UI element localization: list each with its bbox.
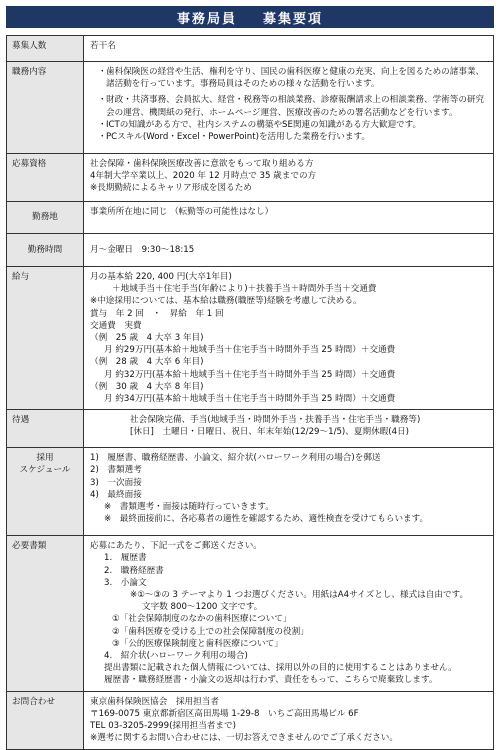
salary-line: （例 28 歳 4 大卒 6 年目) (90, 357, 204, 368)
label-contact: お問合わせ (7, 691, 84, 749)
value-hours: 月～金曜日 9:30～18:15 (84, 234, 494, 267)
label-hours: 勤務時間 (7, 234, 84, 267)
essay-note: ※①～③の 3 テーマより 1 つお選びください。用紙はA4サイズとし、様式は自由です。 (130, 590, 469, 601)
schedule-step: 2) 書類選考 (90, 465, 142, 476)
page-title-bar (6, 6, 494, 28)
duty-item: ・ 財政・共済事務、会員拡大、経営・税務等の相談業務、診療報酬請求上の相談業務、学術等の研究会の運営、機関紙の発行、ホームページ運営、医療改善のための署名活動などを行います。 (98, 95, 485, 118)
qualification-line: 社会保障・歯科保険医療改善に意欲をもって取り組める方 (90, 159, 314, 169)
salary-line: ＋地域手当＋住宅手当(年齢により)＋扶養手当＋時間外手当＋交通費 (112, 284, 377, 295)
salary-line: 交通費 実費 (90, 320, 142, 331)
page-title-primary: 事務局員 (176, 11, 237, 27)
essay-theme: ①「社会保障制度のなかの歯科医療について」 (112, 614, 292, 625)
value-contact (84, 691, 494, 749)
schedule-note: ※ 最終面接前に、各応募者の適性を確認するため、適性検査を受けてもらいます。 (104, 514, 429, 525)
contact-organization: 東京歯科保険医協会 採用担当者 (90, 696, 219, 707)
schedule-step: 4) 最終面接 (90, 489, 142, 500)
benefit-line: [休日] 土曜日・日曜日、祝日、年末年始(12/29～1/5)、夏期休暇(4日) (130, 427, 410, 438)
label-headcount: 募集人数 (7, 36, 84, 62)
salary-line: ※中途採用については、基本給は職務(職歴等)経験を考慮して決める。 (90, 296, 362, 307)
value-headcount: 若干名 (84, 36, 494, 62)
value-location: 事業所所在地に同じ （転勤等の可能性はなし） (84, 202, 494, 234)
duty-item: ・ ICTの知識がある方で、社内システムの構築やSE関連の知識がある方大歓迎です。 (98, 119, 422, 130)
recruitment-details-table (6, 35, 494, 750)
duty-item: ・ 歯科保険医の経営や生活、権利を守り、国民の歯科医療と健康の充実、向上を図るための諸事業、諸活動を行っています。事務局員はそのための様々な活動を行います。 (98, 67, 485, 90)
benefit-line: 社会保険完備、手当(地域手当・時間外手当・扶養手当・住宅手当・職務等) (130, 415, 421, 426)
job-posting-page (6, 6, 494, 750)
label-salary: 給与 (7, 267, 84, 410)
salary-line: 賞与 年 2 回 ・ 昇給 年 1 回 (90, 308, 224, 319)
row-location (7, 202, 494, 234)
document-item: 2. 職務経歴書 (104, 565, 164, 576)
value-benefits (84, 410, 494, 448)
row-qualifications (7, 154, 494, 202)
contact-note: ※選考に関するお問い合わせには、一切お答えできませんのでご了承ください。 (90, 733, 398, 744)
contact-phone[interactable]: TEL 03-3205-2999(採用担当者まで) (90, 721, 236, 732)
row-headcount (7, 36, 494, 62)
schedule-step: 1) 履歴書、職務経歴書、小論文、紹介状(ハローワーク利用の場合)を郵送 (90, 453, 381, 464)
schedule-label-line: 採用 (36, 453, 54, 464)
salary-line: 月 約32万円(基本給＋地域手当＋住宅手当＋時間外手当 25 時間）＋交通費 (104, 369, 396, 380)
document-item: 4. 紹介状(ハローワーク利用の場合) (104, 651, 248, 662)
label-benefits: 待遇 (7, 410, 84, 448)
value-duties (84, 62, 494, 154)
row-salary (7, 267, 494, 410)
salary-line: 月の基本給 220, 400 円(大卒1年目) (90, 272, 232, 282)
value-documents (84, 536, 494, 691)
row-duties (7, 62, 494, 154)
label-duties: 職務内容 (7, 62, 84, 154)
value-qualifications (84, 154, 494, 202)
duty-item: ・ PCスキル(Word・Excel・PowerPoint)を活用した業務を行います。 (98, 132, 370, 143)
salary-line: （例 30 歳 4 大卒 8 年目) (90, 381, 204, 392)
page-title-secondary: 募集要項 (263, 11, 324, 27)
label-location: 勤務地 (7, 202, 84, 234)
documents-intro: 応募にあたり、下記一式をご郵送ください。 (90, 541, 262, 552)
document-item: 3. 小論文 (104, 577, 147, 588)
documents-footer-line: 提出書類に記載された個人情報については、採用以外の目的に使用することはありません。 (104, 663, 457, 674)
essay-theme: ②「歯科医療を受ける上での社会保障制度の役割」 (112, 626, 309, 637)
label-schedule (7, 448, 84, 536)
schedule-note: ※ 書類選考・面接は随時行っていきます。 (104, 502, 274, 513)
row-hours (7, 234, 494, 267)
salary-line: 月 約29万円(基本給＋地域手当＋住宅手当＋時間外手当 25 時間）＋交通費 (104, 345, 396, 356)
document-item: 1. 履歴書 (104, 553, 147, 564)
label-qualifications: 応募資格 (7, 154, 84, 202)
label-documents: 必要書類 (7, 536, 84, 691)
essay-theme: ③「公的医療保険制度と歯科医療について」 (112, 638, 283, 649)
row-benefits (7, 410, 494, 448)
value-schedule (84, 448, 494, 536)
qualification-line: 4年制大学卒業以上、2020 年 12 月時点で 35 歳までの方 (90, 171, 317, 182)
salary-line: 月 約34万円(基本給＋地域手当＋住宅手当＋時間外手当 25 時間）＋交通費 (104, 394, 396, 405)
row-documents (7, 536, 494, 691)
salary-line: （例 25 歳 4 大卒 3 年目) (90, 333, 204, 344)
schedule-step: 3) 一次面接 (90, 477, 142, 488)
schedule-label-line: スケジュール (19, 465, 71, 476)
essay-length: 文字数 800～1200 文字です。 (142, 602, 263, 613)
qualification-line: ※長期勤続によるキャリア形成を図るため (90, 183, 252, 194)
contact-address: 〒169-0075 東京都新宿区高田馬場 1-29-8 いちご高田馬場ビル 6F (90, 708, 359, 719)
row-contact (7, 691, 494, 749)
documents-footer-line: 履歴書・職務経歴書・小論文の返却は行わず、責任をもって、こちらで廃棄致します。 (104, 675, 438, 686)
value-salary (84, 267, 494, 410)
row-schedule (7, 448, 494, 536)
